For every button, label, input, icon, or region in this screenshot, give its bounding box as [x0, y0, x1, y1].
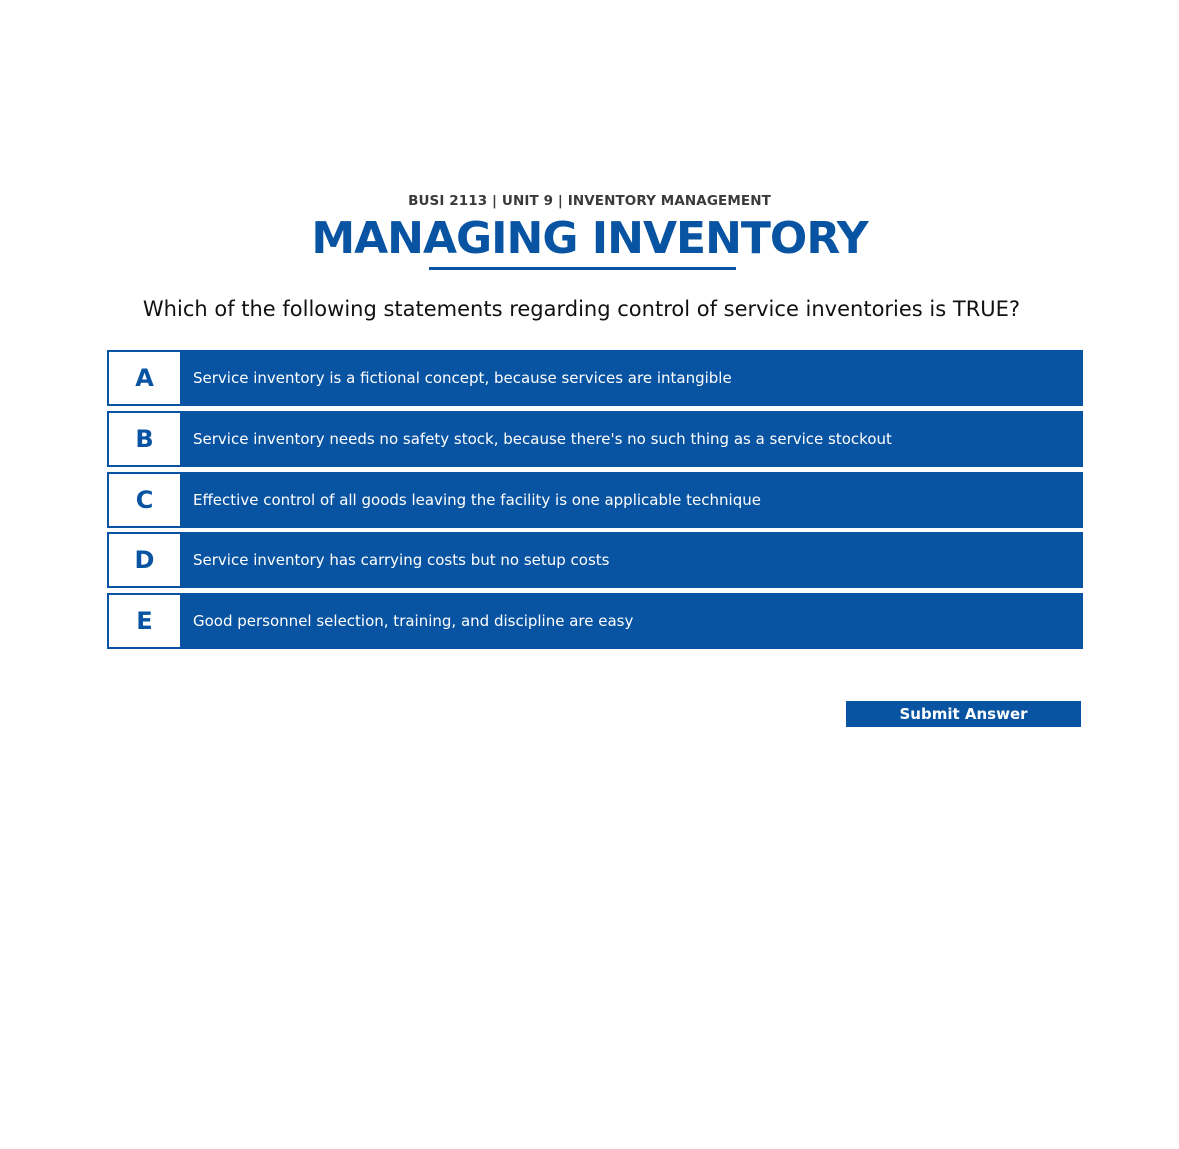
option-letter-box: [107, 472, 182, 528]
option-letter-box: [107, 593, 182, 649]
submit-answer-button[interactable]: Submit Answer: [846, 701, 1081, 727]
option-letter-box: [107, 532, 182, 588]
page-title: MANAGING INVENTORY: [311, 213, 868, 264]
option-text-box: [182, 472, 1083, 528]
option-letter: E: [136, 607, 153, 635]
option-letter: C: [135, 486, 154, 514]
option-letter: B: [135, 425, 154, 453]
option-c[interactable]: [107, 472, 1083, 528]
option-d[interactable]: [107, 532, 1083, 588]
question-text: Which of the following statements regarding control of service inventories is TRUE?: [142, 297, 1021, 321]
option-text: Effective control of all goods leaving the facility is one applicable technique: [193, 491, 761, 509]
option-text: Service inventory is a fictional concept, because services are intangible: [193, 369, 732, 387]
option-letter-box: [107, 350, 182, 406]
option-text-box: [182, 350, 1083, 406]
option-a[interactable]: [107, 350, 1083, 406]
title-underline: [429, 267, 736, 270]
option-text: Service inventory needs no safety stock, because there's no such thing as a service stockout: [193, 430, 892, 448]
option-text-box: [182, 593, 1083, 649]
header: [0, 190, 1179, 212]
option-letter-box: [107, 411, 182, 467]
option-text: Service inventory has carrying costs but no setup costs: [193, 551, 610, 569]
option-b[interactable]: [107, 411, 1083, 467]
option-text: Good personnel selection, training, and discipline are easy: [193, 612, 634, 630]
option-letter: D: [134, 546, 155, 574]
course-label: BUSI 2113 | UNIT 9 | INVENTORY MANAGEMENT: [408, 193, 771, 209]
option-e[interactable]: [107, 593, 1083, 649]
option-text-box: [182, 532, 1083, 588]
option-letter: A: [135, 364, 154, 392]
option-text-box: [182, 411, 1083, 467]
